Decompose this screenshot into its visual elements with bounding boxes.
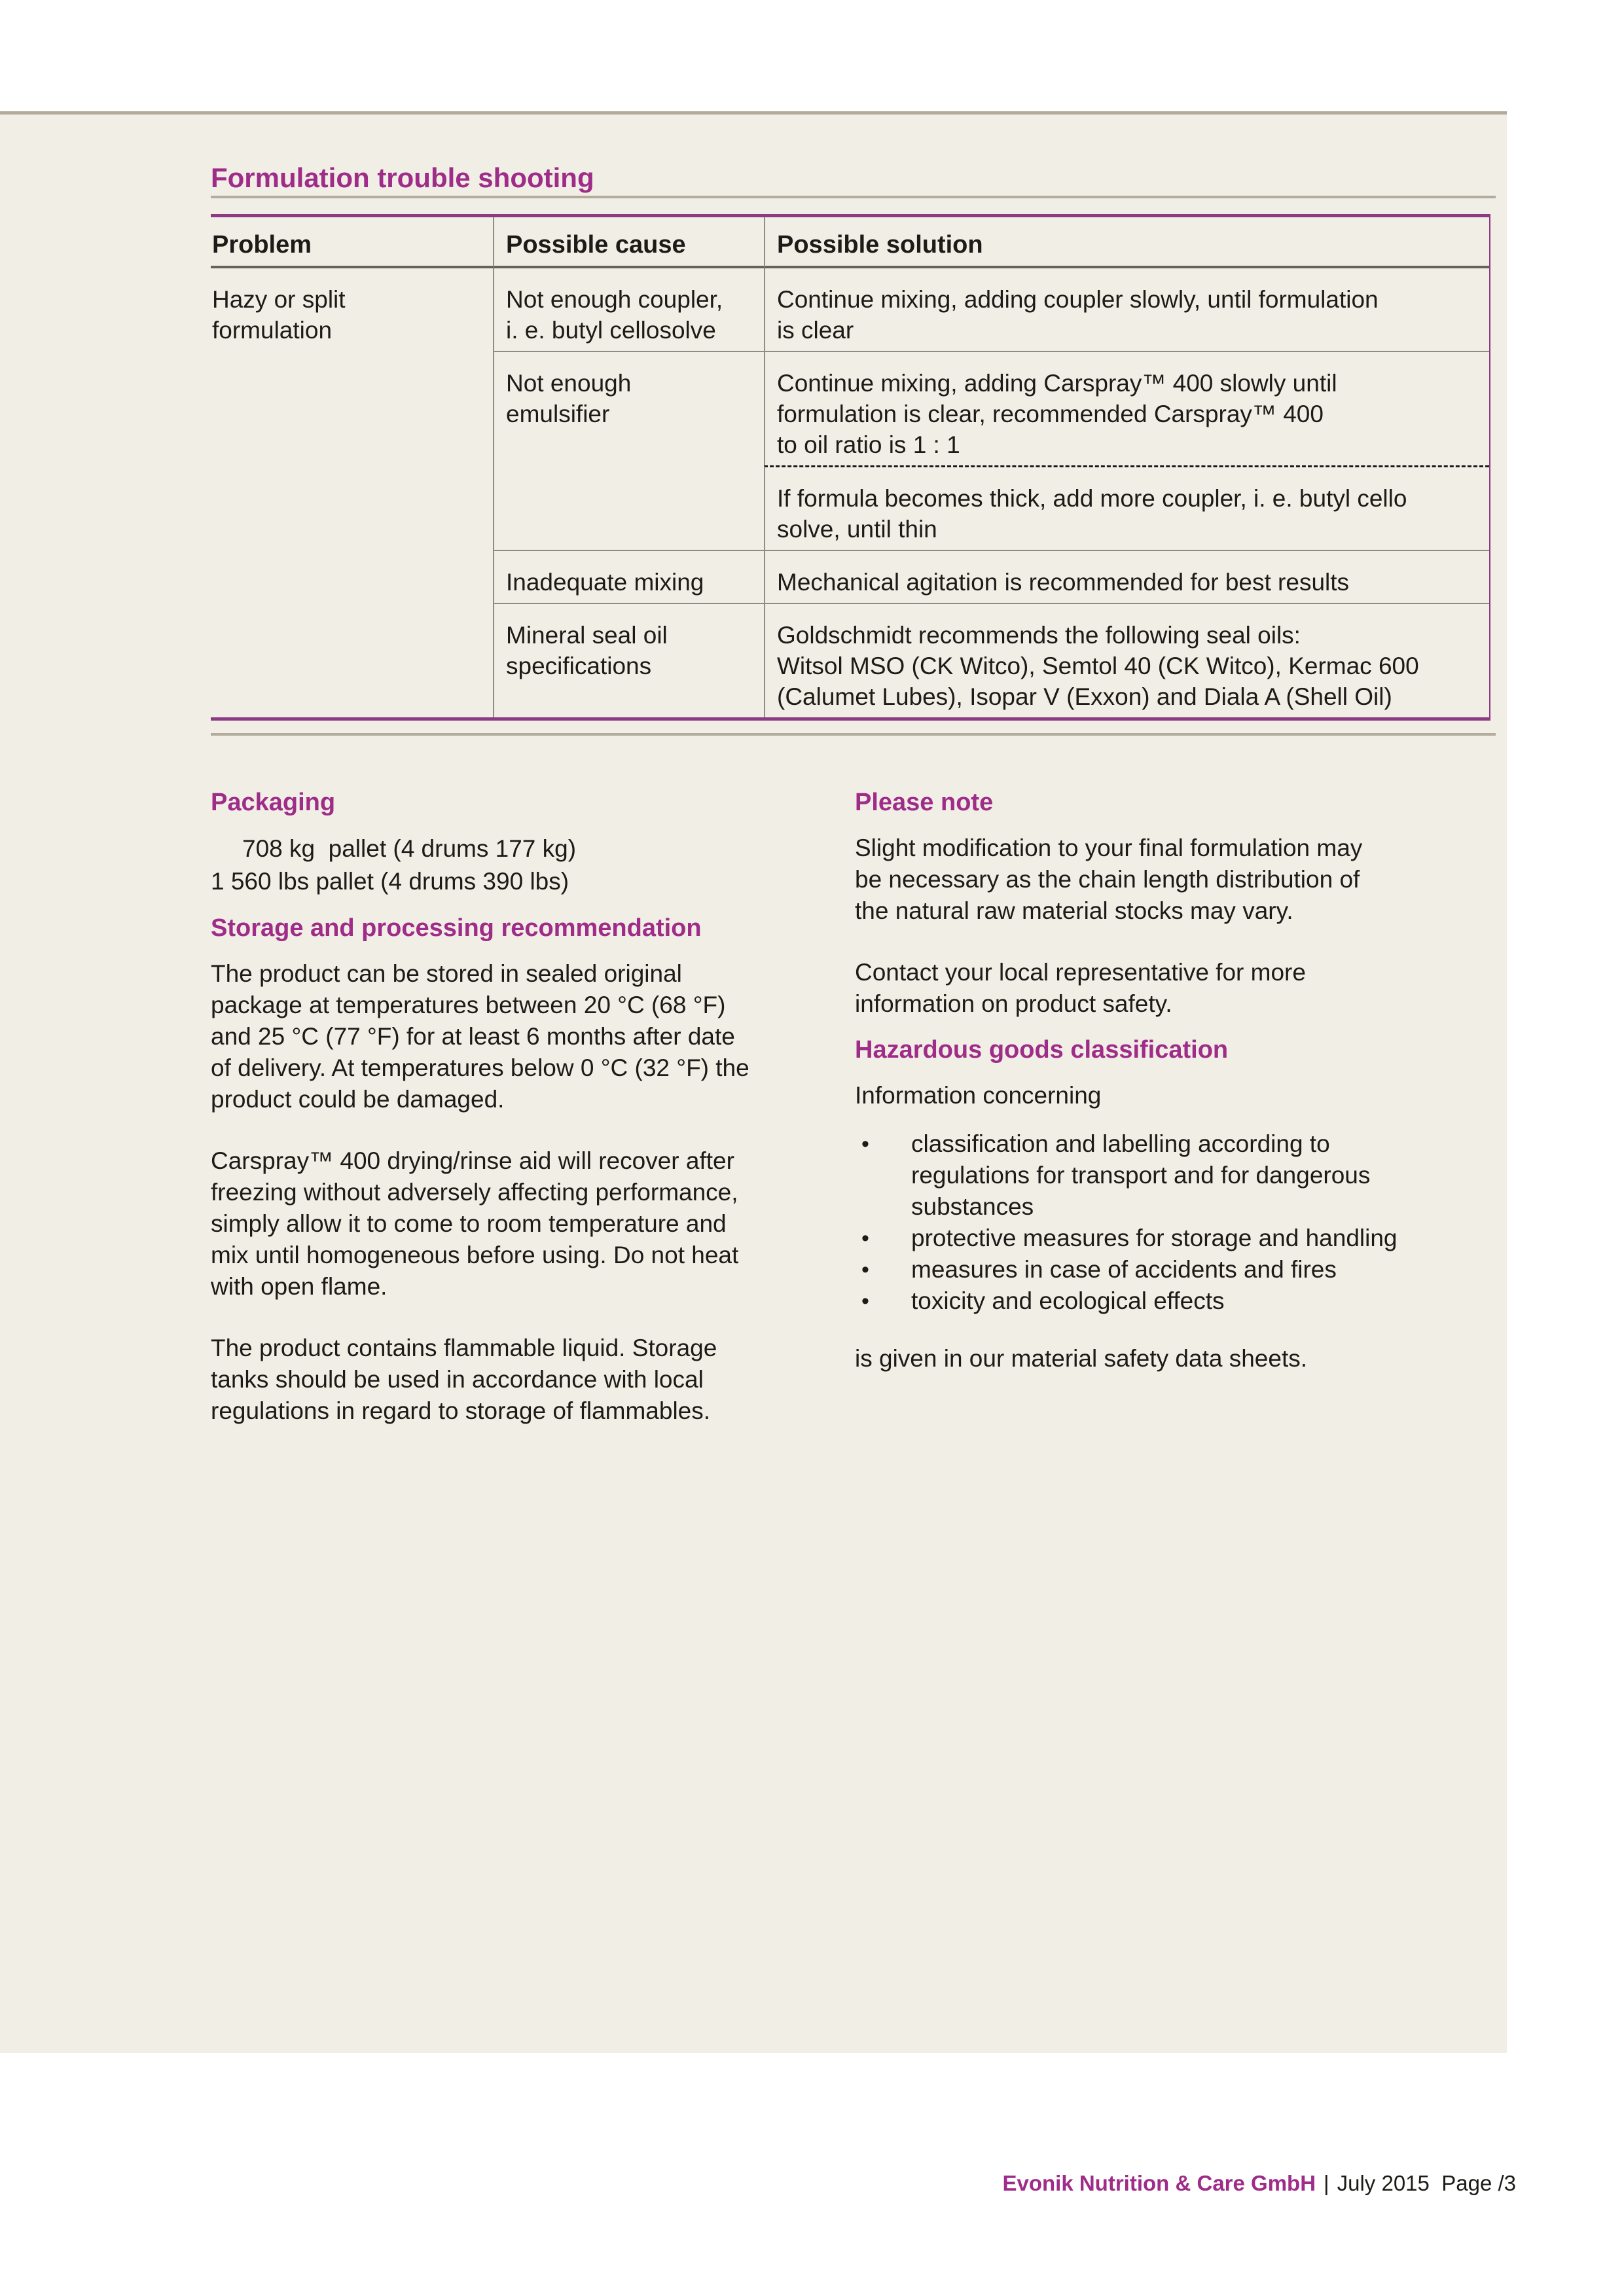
line: classification and labelling according to (911, 1130, 1330, 1157)
storage-paragraph-2 (211, 1145, 855, 1302)
list-item (855, 1223, 1496, 1254)
list-item (855, 1128, 1496, 1223)
list-item (855, 1254, 1496, 1285)
hazardous-closing (855, 1343, 1496, 1374)
line: Continue mixing, adding coupler slowly, until formulation (777, 286, 1379, 313)
page-title: Formulation trouble shooting (211, 162, 594, 193)
line: substances (911, 1193, 1034, 1220)
hazardous-intro (855, 1080, 1496, 1111)
line: Contact your local representative for more (855, 959, 1306, 986)
line: If formula becomes thick, add more coupler, i. e. butyl cello (777, 485, 1407, 512)
table-cell-solution-mixing (764, 551, 1489, 604)
line: The product contains flammable liquid. Storage (211, 1335, 717, 1361)
table-cell-cause-mixing (493, 551, 764, 604)
line: formulation is clear, recommended Carspray™ 400 (777, 401, 1324, 427)
line: of delivery. At temperatures below 0 °C (32 °F) the (211, 1054, 749, 1081)
line: is clear (777, 317, 854, 344)
line: i. e. butyl cellosolve (506, 317, 716, 344)
storage-heading: Storage and processing recommendation (211, 914, 702, 942)
line: solve, until thin (777, 516, 937, 543)
line: protective measures for storage and handling (911, 1225, 1398, 1251)
trouble-shooting-table (211, 214, 1490, 721)
line: Information concerning (855, 1082, 1102, 1109)
line: 708 kg pallet (4 drums 177 kg) (242, 835, 577, 862)
footer-date-page: July 2015 Page /3 (1337, 2171, 1516, 2195)
bullet-text (911, 1254, 1337, 1285)
table-cell-solution-emulsifier-a (764, 352, 1489, 465)
column-header-cause: Possible cause (493, 217, 764, 268)
line: Inadequate mixing (506, 569, 704, 596)
bullet-icon: • (861, 1226, 869, 1251)
line: specifications (506, 653, 652, 679)
line: Mineral seal oil (506, 622, 668, 649)
line: Witsol MSO (CK Witco), Semtol 40 (CK Witco), Kermac 600 (777, 653, 1419, 679)
bullet-text (911, 1285, 1225, 1317)
hazardous-bullet-list (855, 1128, 1496, 1317)
line: Slight modification to your final formulation may (855, 834, 1363, 861)
bullet-icon: • (861, 1289, 869, 1314)
table-cell-cause-coupler (493, 268, 764, 352)
line: measures in case of accidents and fires (911, 1256, 1337, 1283)
please-note-paragraph-1 (855, 833, 1496, 927)
line: the natural raw material stocks may vary. (855, 897, 1293, 924)
please-note-paragraph-2 (855, 957, 1496, 1020)
line: regulations for transport and for dangerous (911, 1162, 1371, 1189)
line: Not enough (506, 370, 632, 397)
please-note-heading: Please note (855, 789, 994, 816)
line: to oil ratio is 1 : 1 (777, 431, 960, 458)
storage-paragraph-3 (211, 1333, 855, 1427)
line: product could be damaged. (211, 1086, 505, 1113)
footer-company: Evonik Nutrition & Care GmbH (1002, 2171, 1316, 2195)
list-item (855, 1285, 1496, 1317)
line: information on product safety. (855, 990, 1172, 1017)
left-column (211, 789, 855, 1457)
table-cell-solution-coupler (764, 268, 1489, 352)
line: Mechanical agitation is recommended for best results (777, 569, 1350, 596)
line: toxicity and ecological effects (911, 1287, 1225, 1314)
line: formulation (212, 317, 333, 344)
bullet-icon: • (861, 1257, 869, 1282)
bullet-text (911, 1223, 1398, 1254)
packaging-details (211, 833, 855, 898)
line: tanks should be used in accordance with local (211, 1366, 704, 1393)
line: 1 560 lbs pallet (4 drums 390 lbs) (211, 868, 569, 895)
line: Not enough coupler, (506, 286, 723, 313)
title-divider-rule (211, 196, 1496, 198)
line: emulsifier (506, 401, 610, 427)
line: package at temperatures between 20 °C (68 °F) (211, 992, 726, 1018)
line: Carspray™ 400 drying/rinse aid will recover after (211, 1147, 734, 1174)
right-column (855, 789, 1496, 1457)
table-cell-problem (211, 268, 493, 717)
table-cell-solution-emulsifier-b (764, 465, 1489, 551)
bullet-text (911, 1128, 1370, 1223)
line: Continue mixing, adding Carspray™ 400 slowly until (777, 370, 1337, 397)
page-footer (0, 2170, 1516, 2197)
line: Hazy or split (212, 286, 346, 313)
table-cell-solution-seal-oil (764, 604, 1489, 717)
line: and 25 °C (77 °F) for at least 6 months after date (211, 1023, 735, 1050)
footer-separator: | (1324, 2171, 1329, 2195)
line: simply allow it to come to room temperature and (211, 1210, 727, 1237)
line: with open flame. (211, 1273, 388, 1300)
line: The product can be stored in sealed original (211, 960, 682, 987)
line: freezing without adversely affecting performance, (211, 1179, 738, 1206)
storage-paragraph-1 (211, 958, 855, 1115)
lower-columns (211, 789, 1496, 1457)
line: be necessary as the chain length distribution of (855, 866, 1360, 893)
line: is given in our material safety data sheets. (855, 1345, 1308, 1372)
column-header-problem: Problem (211, 217, 493, 268)
packaging-heading: Packaging (211, 789, 336, 816)
line: Goldschmidt recommends the following seal oils: (777, 622, 1301, 649)
bullet-icon: • (861, 1132, 869, 1157)
table-cell-cause-emulsifier (493, 352, 764, 551)
hazardous-heading: Hazardous goods classification (855, 1036, 1229, 1064)
line: regulations in regard to storage of flammables. (211, 1397, 711, 1424)
line: (Calumet Lubes), Isopar V (Exxon) and Diala A (Shell Oil) (777, 683, 1392, 710)
table-cell-cause-seal-oil (493, 604, 764, 717)
line: mix until homogeneous before using. Do not heat (211, 1242, 739, 1268)
column-header-solution: Possible solution (764, 217, 1489, 268)
table-divider-rule (211, 733, 1496, 736)
